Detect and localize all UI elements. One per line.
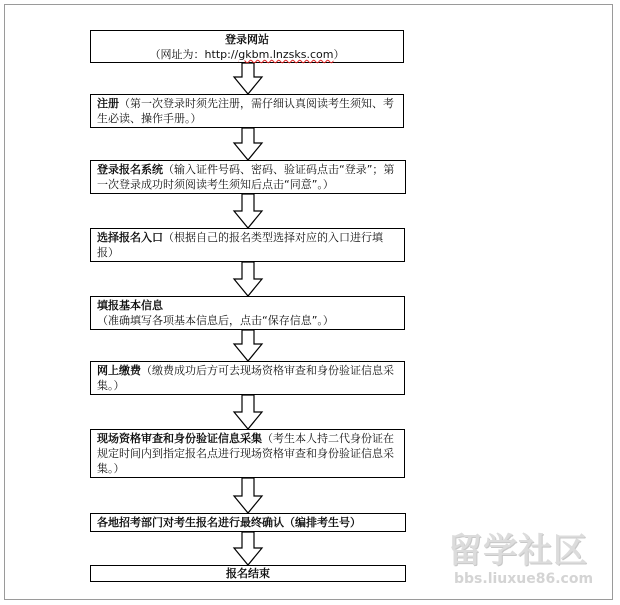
down-arrow-icon — [232, 262, 264, 297]
step-title: 网上缴费 — [97, 364, 141, 377]
step-online-payment — [90, 361, 405, 395]
step-desc: （根据自己的报名类型选择对应的入口进行填报） — [97, 231, 383, 259]
step-title: 现场资格审查和身份验证信息采集 — [97, 432, 262, 445]
step-fill-basic-info — [90, 296, 405, 330]
down-arrow-icon — [232, 330, 264, 362]
step-title: 报名结束 — [226, 567, 270, 580]
step-title: 登录网站 — [225, 33, 269, 46]
down-arrow-icon — [232, 63, 264, 95]
watermark — [440, 531, 610, 591]
step-desc-url: （网址为：http://gkbm.lnzsks.com） — [149, 48, 345, 61]
watermark-title: 留学社区 — [448, 531, 588, 571]
step-login-website — [90, 30, 404, 63]
step-desc: （输入证件号码、密码、验证码点击“登录”；第一次登录成功时须阅读考生须知后点击“同意”。） — [97, 163, 395, 191]
down-arrow-icon — [232, 395, 264, 430]
step-register — [90, 94, 404, 128]
step-select-entry — [90, 228, 405, 262]
step-desc: （考生本人持二代身份证在规定时间内到指定报名点进行现场资格审查和身份验证信息采集。） — [97, 432, 394, 475]
down-arrow-icon — [232, 478, 264, 514]
step-title: 填报基本信息 — [97, 299, 163, 312]
step-title: 登录报名系统 — [97, 163, 163, 176]
step-registration-end — [90, 565, 406, 582]
down-arrow-icon — [232, 194, 264, 229]
watermark-url: bbs.liuxue86.com — [454, 571, 594, 587]
step-final-confirmation — [90, 513, 406, 532]
step-title: 选择报名入口 — [97, 231, 163, 244]
step-desc: （准确填写各项基本信息后，点击“保存信息”。） — [97, 314, 334, 327]
down-arrow-icon — [232, 128, 264, 161]
step-title: 注册 — [97, 97, 119, 110]
step-onsite-verification — [90, 429, 405, 478]
step-title: 各地招考部门对考生报名进行最终确认（编排考生号） — [97, 516, 361, 529]
step-desc: （缴费成功后方可去现场资格审查和身份验证信息采集。） — [97, 364, 394, 392]
step-login-system — [90, 160, 406, 194]
down-arrow-icon — [232, 532, 264, 566]
step-desc: （第一次登录时须先注册，需仔细认真阅读考生须知、考生必读、操作手册。） — [97, 97, 394, 125]
